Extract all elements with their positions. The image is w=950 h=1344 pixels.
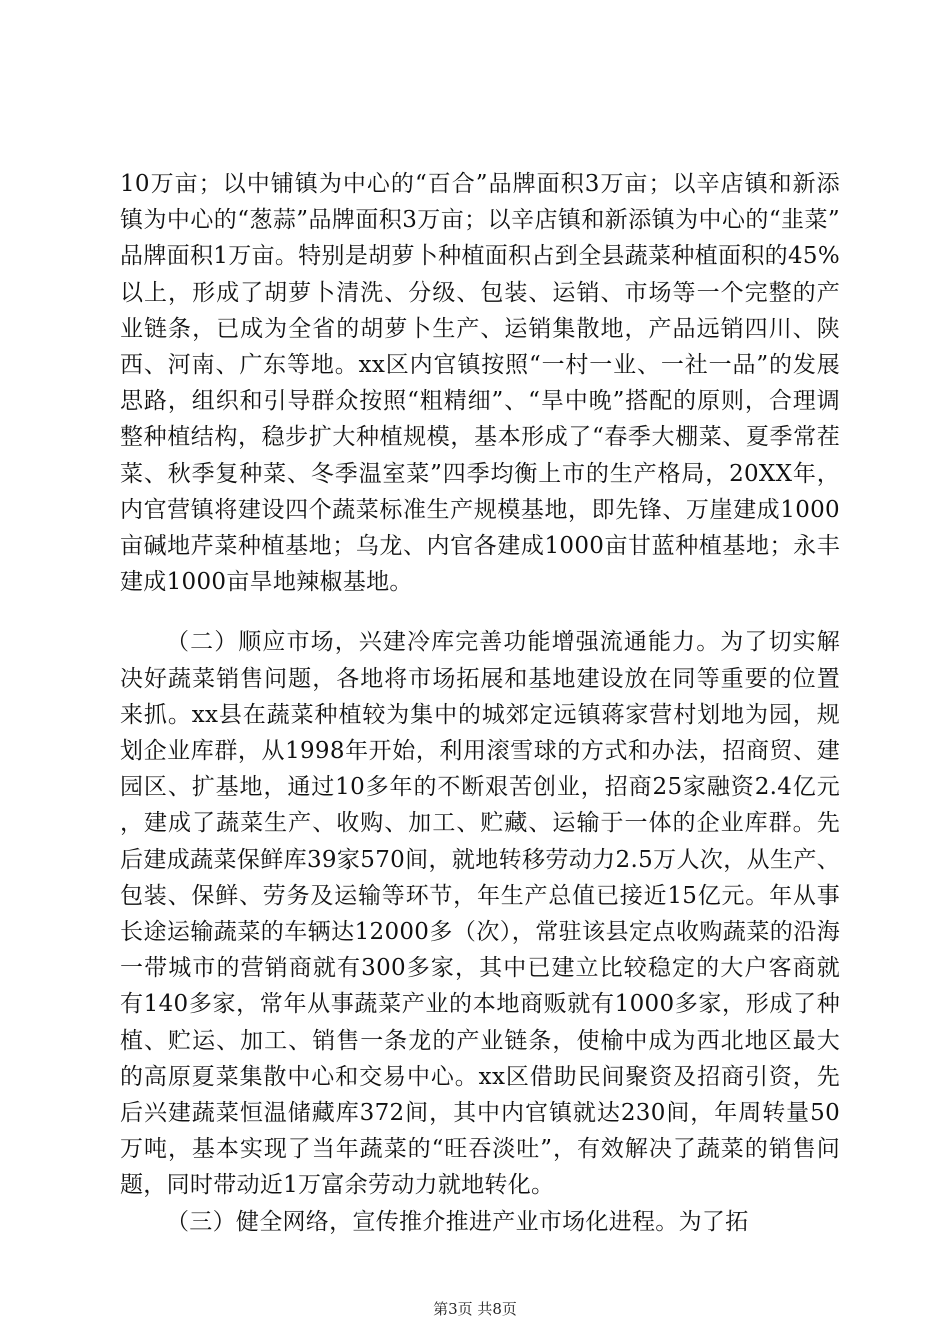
paragraph-2: （二）顺应市场，兴建冷库完善功能增强流通能力。为了切实解决好蔬菜销售问题，各地将市场拓展和基地建设放在同等重要的位置来抓。xx县在蔬菜种植较为集中的城郊定远镇蒋家营村划地为园，规划企业库群，从1998年开始，利用滚雪球的方式和办法，招商贸、建园区、扩基地，通过10多年的不断艰苦创业，招商25家融资2.4亿元，建成了蔬菜生产、收购、加工、贮藏、运输于一体的企业库群。先后建成蔬菜保鲜库39家570间，就地转移劳动力2.5万人次，从生产、包装、保鲜、劳务及运输等环节，年生产总值已接近15亿元。年从事长途运输蔬菜的车辆达12000多（次），常驻该县定点收购蔬菜的沿海一带城市的营销商就有300多家，其中已建立比较稳定的大户客商就有140多家，常年从事蔬菜产业的本地商贩就有1000多家，形成了种植、贮运、加工、销售一条龙的产业链条，使榆中成为西北地区最大的高原夏菜集散中心和交易中心。xx区借助民间聚资及招商引资，先后兴建蔬菜恒温储藏库372间，其中内官镇就达230间，年周转量50万吨，基本实现了当年蔬菜的“旺吞淡吐”，有效解决了蔬菜的销售问题，同时带动近1万富余劳动力就地转化。 [120,629,840,1199]
paragraph-1: 10万亩；以中铺镇为中心的“百合”品牌面积3万亩；以辛店镇和新添镇为中心的“葱蒜”品牌面积3万亩；以辛店镇和新添镇为中心的“韭菜”品牌面积1万亩。特别是胡萝卜种植面积占到全县蔬菜种植面积的45%以上，形成了胡萝卜清洗、分级、包装、运销、市场等一个完整的产业链条，已成为全省的胡萝卜生产、运销集散地，产品远销四川、陕西、河南、广东等地。xx区内官镇按照“一村一业、一社一品”的发展思路，组织和引导群众按照“粗精细”、“旱中晚”搭配的原则，合理调整种植结构，稳步扩大种植规模，基本形成了“春季大棚菜、夏季常茬菜、秋季复种菜、冬季温室菜”四季均衡上市的生产格局，20XX年，内官营镇将建设四个蔬菜标准生产规模基地，即先锋、万崖建成1000亩碱地芹菜种植基地；乌龙、内官各建成1000亩甘蓝种植基地；永丰建成1000亩旱地辣椒基地。 [120,171,840,596]
document-body [120,166,840,1240]
paragraph-spacer [120,600,840,624]
paragraph-3: （三）健全网络，宣传推介推进产业市场化进程。为了拓 [166,1208,749,1235]
page-number-footer: 第3页 共8页 [433,1300,517,1318]
